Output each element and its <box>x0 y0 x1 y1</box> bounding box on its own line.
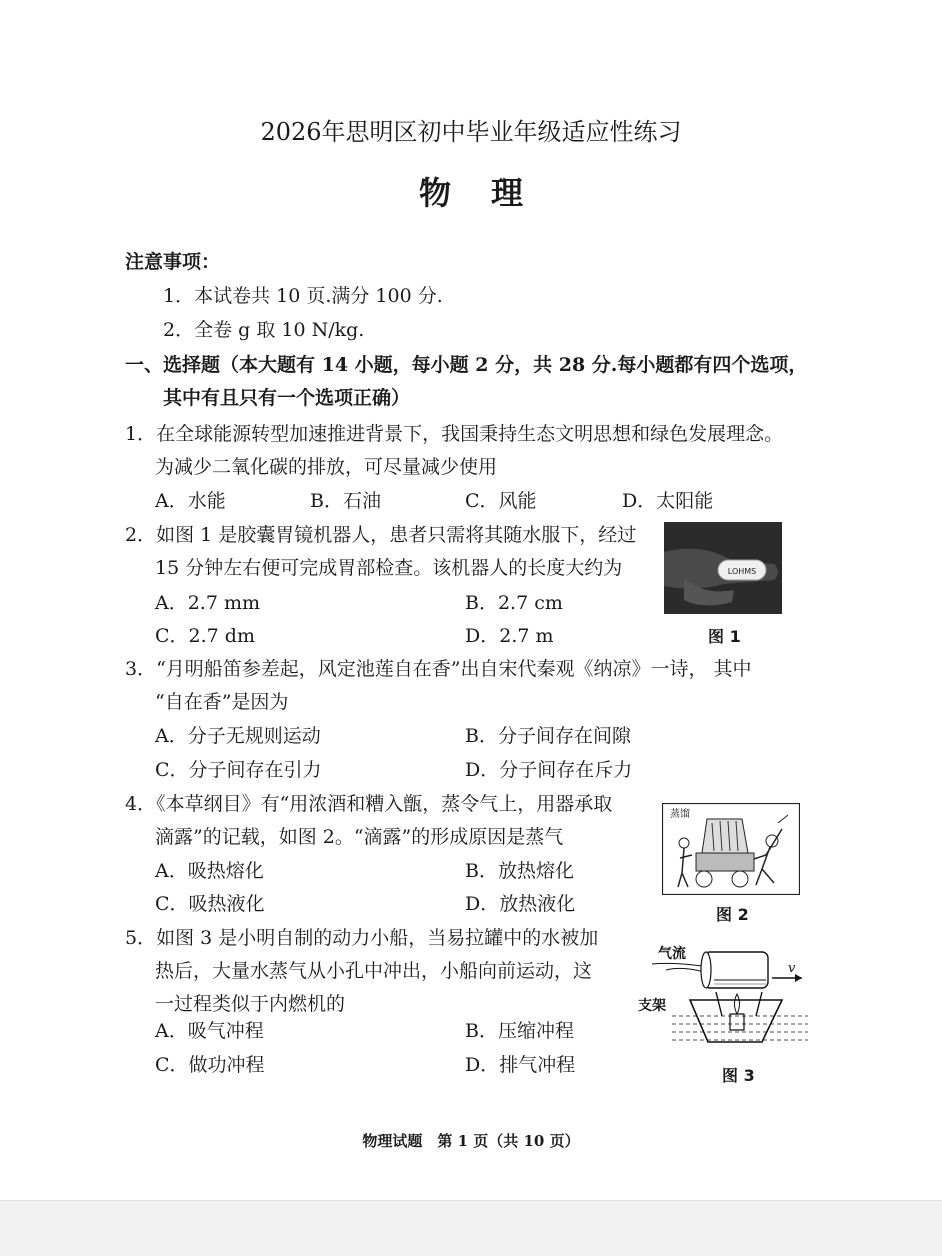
section-heading-line1: 一、选择题（本大题有 14 小题，每小题 2 分，共 28 分.每小题都有四个选项， <box>125 354 808 376</box>
label-velocity: v <box>788 961 796 976</box>
question-2-option-a: A．2.7 mm <box>155 592 261 614</box>
distillation-illustration <box>662 803 800 895</box>
question-3-option-d: D．分子间存在斥力 <box>465 759 633 781</box>
question-3-line2: “自在香”是因为 <box>155 691 289 713</box>
flame-icon <box>735 994 740 1014</box>
can-body <box>704 952 768 988</box>
question-2-option-b: B．2.7 cm <box>465 592 563 614</box>
question-4-line1: 4．《本草纲目》有“用浓酒和糟入甑，蒸令气上，用器承取 <box>125 793 613 815</box>
question-3-option-a: A．分子无规则运动 <box>155 725 321 747</box>
label-airflow: 气流 <box>658 946 686 962</box>
question-4-option-c: C．吸热液化 <box>155 893 265 915</box>
question-5-line1: 5．如图 3 是小明自制的动力小船，当易拉罐中的水被加 <box>125 927 599 949</box>
question-1-option-d: D．太阳能 <box>622 490 714 512</box>
question-2-line2: 15 分钟左右便可完成胃部检查。该机器人的长度大约为 <box>155 557 623 579</box>
question-2-line1: 2．如图 1 是胶囊胃镜机器人，患者只需将其随水服下，经过 <box>125 524 637 546</box>
question-5-option-c: C．做功冲程 <box>155 1054 265 1076</box>
question-1-option-c: C．风能 <box>465 490 537 512</box>
question-3-option-b: B．分子间存在间隙 <box>465 725 631 747</box>
question-4-option-d: D．放热液化 <box>465 893 576 915</box>
subject-title: 物理 <box>418 174 563 212</box>
question-4-line2: 滴露”的记载，如图 2。“滴露”的形成原因是蒸气 <box>155 826 564 848</box>
exam-title: 2026年思明区初中毕业年级适应性练习 <box>260 118 682 146</box>
question-5-line2: 热后，大量水蒸气从小孔中冲出，小船向前运动，这 <box>155 960 593 982</box>
figure-3-steam-boat-diagram <box>632 936 808 1058</box>
figure-2-label: 蒸馏 <box>670 809 690 820</box>
notes-item-1: 1．本试卷共 10 页.满分 100 分. <box>163 285 443 307</box>
label-stand: 支架 <box>638 998 666 1014</box>
steam-boat-illustration <box>632 936 808 1058</box>
question-5-option-d: D．排气冲程 <box>465 1054 576 1076</box>
bottom-margin-strip <box>0 1200 942 1256</box>
question-4-option-b: B．放热熔化 <box>465 860 574 882</box>
figure-2-caption: 图 2 <box>716 905 749 924</box>
capsule-robot-image <box>664 522 782 614</box>
question-5-option-b: B．压缩冲程 <box>465 1020 574 1042</box>
velocity-arrow-icon <box>795 974 802 982</box>
question-2-option-d: D．2.7 m <box>465 625 554 647</box>
notes-item-2: 2．全卷 g 取 10 N/kg. <box>163 319 365 341</box>
capsule-label: LOHMS <box>727 567 757 576</box>
page-footer: 物理试题 第 1 页（共 10 页） <box>362 1132 580 1150</box>
question-1-line2: 为减少二氧化碳的排放，可尽量减少使用 <box>155 456 498 478</box>
question-1-line1: 1．在全球能源转型加速推进背景下，我国秉持生态文明思想和绿色发展理念。 <box>125 423 784 445</box>
question-2-option-c: C．2.7 dm <box>155 625 255 647</box>
section-heading-line2: 其中有且只有一个选项正确） <box>163 387 411 409</box>
figure-3-caption: 图 3 <box>722 1066 755 1085</box>
question-1-option-a: A．水能 <box>155 490 226 512</box>
question-4-option-a: A．吸热熔化 <box>155 860 264 882</box>
figure-1-caption: 图 1 <box>708 627 741 646</box>
question-1-option-b: B．石油 <box>310 490 381 512</box>
figure-1-capsule-photo <box>664 522 782 614</box>
notes-heading: 注意事项： <box>125 251 221 273</box>
question-5-option-a: A．吸气冲程 <box>155 1020 264 1042</box>
question-5-line3: 一过程类似于内燃机的 <box>155 993 346 1015</box>
question-3-option-c: C．分子间存在引力 <box>155 759 322 781</box>
question-3-line1: 3．“月明船笛参差起，风定池莲自在香”出自宋代秦观《纳凉》一诗， 其中 <box>125 658 752 680</box>
figure-2-distillation-drawing <box>662 803 800 895</box>
